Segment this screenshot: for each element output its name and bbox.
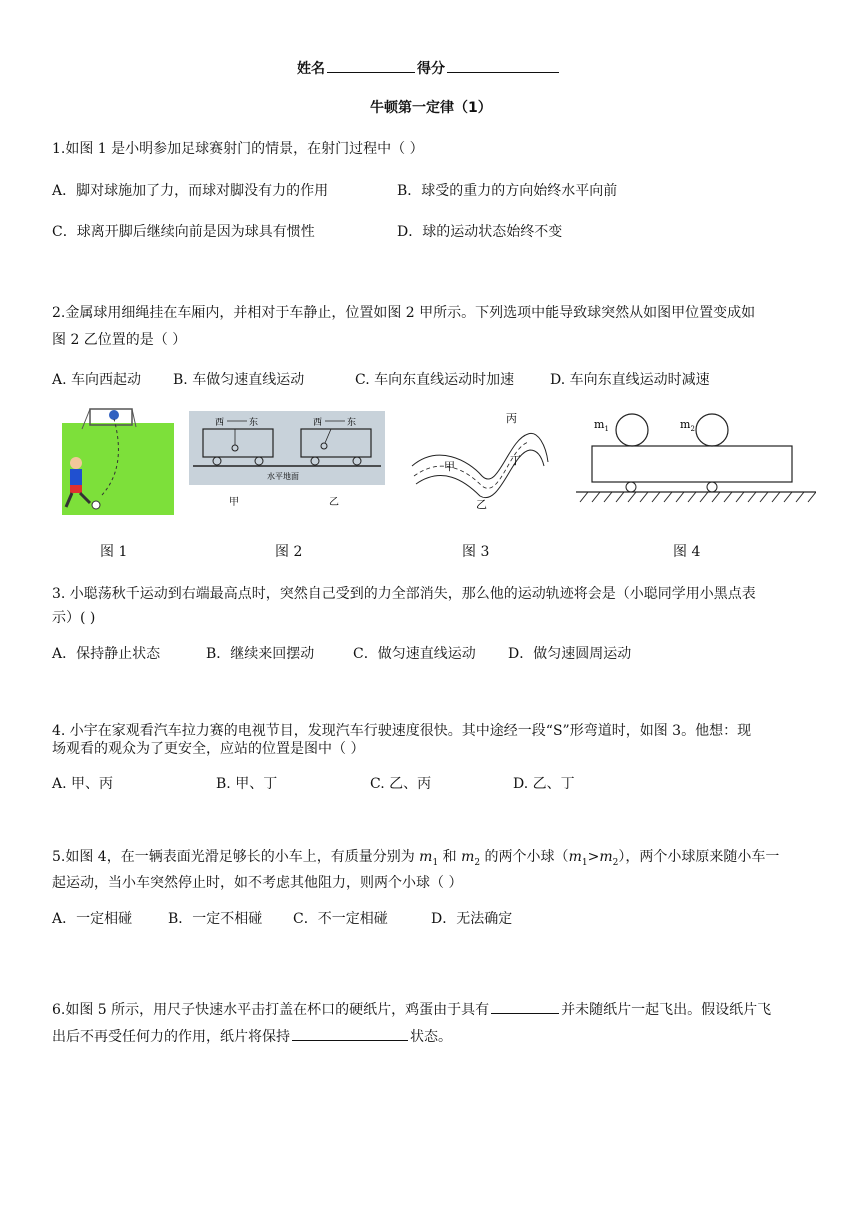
q5-option-b[interactable]: B．一定不相碰 — [168, 911, 263, 927]
q3-option-c[interactable]: C．做匀速直线运动 — [353, 646, 476, 662]
q2-stem-line1: 2.金属球用细绳挂在车厢内，并相对于车静止，位置如图 2 甲所示。下列选项中能导致球突然从如图甲位置变成如 — [52, 305, 756, 321]
q6-line2: 出后不再受任何力的作用，纸片将保持 状态。 — [52, 1029, 452, 1045]
fig2-ground-label: 水平地面 — [267, 472, 299, 481]
q2-option-b[interactable]: B. 车做匀速直线运动 — [173, 372, 305, 388]
q5-option-d[interactable]: D．无法确定 — [431, 911, 513, 927]
q6-blank-1[interactable] — [491, 1012, 559, 1014]
figure-4-cart — [576, 406, 816, 506]
figure-2-carriage — [189, 411, 385, 515]
q1-option-d[interactable]: D．球的运动状态始终不变 — [397, 224, 563, 240]
q2-option-c[interactable]: C. 车向东直线运动时加速 — [355, 372, 515, 388]
q6-blank-2[interactable] — [292, 1039, 408, 1041]
q4-option-c[interactable]: C. 乙、丙 — [370, 776, 432, 792]
q3-stem-line1: 3. 小聪荡秋千运动到右端最高点时，突然自己受到的力全部消失，那么他的运动轨迹将会是（小聪同学用小黑点表 — [52, 586, 756, 602]
score-blank[interactable] — [447, 71, 559, 73]
q3-option-d[interactable]: D．做匀速圆周运动 — [508, 646, 632, 662]
q4-option-b[interactable]: B. 甲、丁 — [216, 776, 278, 792]
fig2-jia-label: 甲 — [229, 497, 239, 508]
q2-option-d[interactable]: D. 车向东直线运动时减速 — [550, 372, 710, 388]
figure-1-caption: 图 1 — [100, 544, 128, 560]
q4-option-d[interactable]: D. 乙、丁 — [513, 776, 575, 792]
q5-option-a[interactable]: A．一定相碰 — [52, 911, 133, 927]
figure-4-caption: 图 4 — [673, 544, 701, 560]
q1-option-c[interactable]: C．球离开脚后继续向前是因为球具有惯性 — [52, 224, 315, 240]
fig2-west-label-2: 西 — [313, 418, 323, 428]
q5-stem-line2: 起运动，当小车突然停止时，如不考虑其他阻力，则两个小球（ ） — [52, 875, 463, 891]
q2-stem-line2: 图 2 乙位置的是（ ） — [52, 332, 187, 348]
q3-option-a[interactable]: A．保持静止状态 — [52, 646, 161, 662]
q1-option-a[interactable]: A．脚对球施加了力，而球对脚没有力的作用 — [52, 183, 329, 199]
q1-option-b[interactable]: B．球受的重力的方向始终水平向前 — [397, 183, 618, 199]
q5-option-c[interactable]: C．不一定相碰 — [293, 911, 388, 927]
q1-stem: 1.如图 1 是小明参加足球赛射门的情景，在射门过程中（ ） — [52, 141, 424, 157]
fig2-east-label-2: 东 — [347, 418, 357, 428]
fig3-yi-label: 乙 — [476, 498, 487, 510]
q2-option-a[interactable]: A. 车向西起动 — [52, 372, 142, 388]
name-label: 姓名 — [297, 61, 325, 77]
figure-1-soccer-scene — [62, 407, 174, 515]
q6-line1: 6.如图 5 所示，用尺子快速水平击打盖在杯口的硬纸片，鸡蛋由于具有 并未随纸片一起飞出。假设纸片飞 — [52, 1002, 772, 1018]
figure-3-s-curve — [408, 410, 556, 510]
fig2-yi-label: 乙 — [329, 497, 339, 508]
q5-stem-line1: 5.如图 4，在一辆表面光滑足够长的小车上，有质量分别为 $m_1$ 和 $m_2$ 的两个小球$(m_1>m_2)$，两个小球原来随小车一 — [52, 849, 780, 868]
fig4-m1-label: $m_1$ — [594, 418, 609, 433]
name-blank[interactable] — [327, 71, 415, 73]
q3-option-b[interactable]: B．继续来回摆动 — [206, 646, 315, 662]
figure-2-caption: 图 2 — [275, 544, 303, 560]
q4-stem-line1: 4. 小宇在家观看汽车拉力赛的电视节目，发现汽车行驶速度很快。其中途经一段“S”形弯道时，如图 3。他想：现 — [52, 723, 752, 739]
fig3-ding-label: 丁 — [510, 454, 521, 467]
fig3-jia-label: 甲 — [444, 460, 455, 473]
fig2-west-label-1: 西 — [215, 418, 225, 428]
page-title: 牛顿第一定律（1） — [370, 100, 492, 116]
fig3-bing-label: 丙 — [506, 412, 517, 425]
q4-stem-line2: 场观看的观众为了更安全，应站的位置是图中（ ） — [52, 741, 365, 757]
q3-stem-line2: 示）( ) — [52, 610, 96, 626]
header-line — [297, 58, 561, 78]
score-label: 得分 — [417, 61, 445, 77]
q4-option-a[interactable]: A. 甲、丙 — [52, 776, 114, 792]
fig2-east-label-1: 东 — [249, 418, 259, 428]
figure-3-caption: 图 3 — [462, 544, 490, 560]
fig4-m2-label: $m_2$ — [680, 418, 695, 433]
